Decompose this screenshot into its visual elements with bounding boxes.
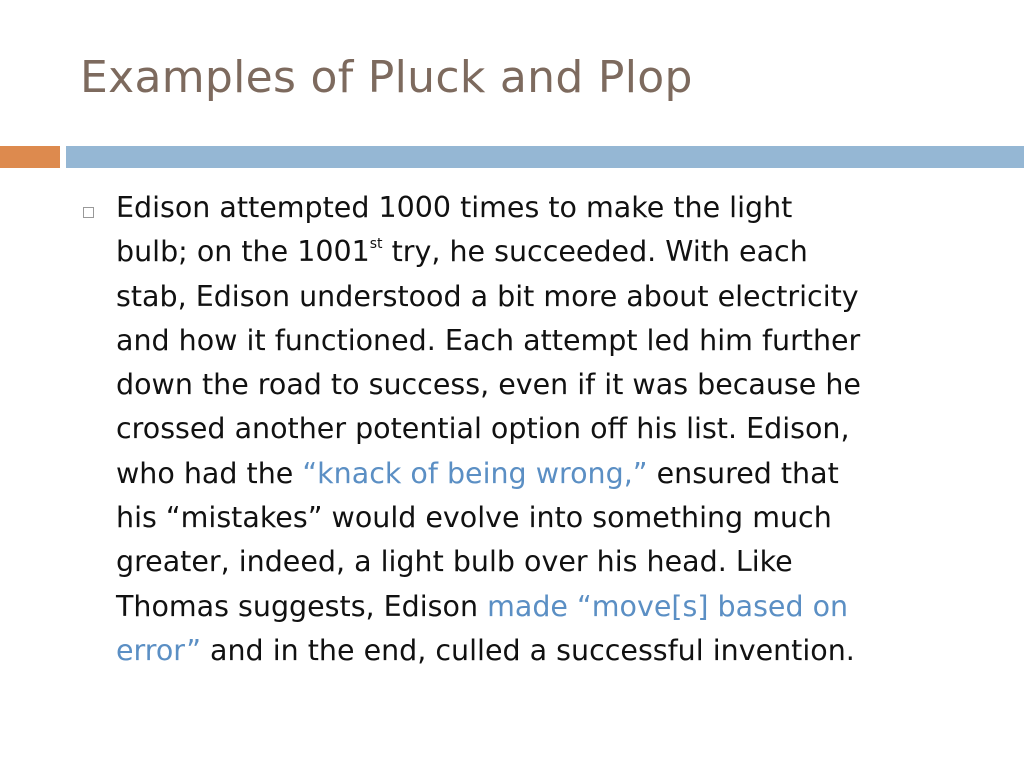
text-run: down the road to success, even if it was because he (116, 368, 861, 402)
text-run: and how it functioned. Each attempt led him further (116, 323, 861, 357)
text-run: ensured that (647, 456, 839, 490)
paragraph-line (116, 452, 976, 496)
paragraph-line (116, 363, 976, 407)
paragraph-line (116, 629, 976, 673)
highlighted-quote: “knack of being wrong,” (302, 456, 648, 490)
text-run: who had the (116, 456, 303, 490)
text-run: Edison attempted 1000 times to make the light (116, 191, 793, 224)
text-run: crossed another potential option off his list. Edison, (116, 412, 850, 446)
text-run: try, he succeeded. With each (382, 235, 808, 269)
text-run: Thomas suggests, Edison (116, 589, 488, 623)
divider-bar-orange (0, 146, 60, 168)
highlighted-quote: made “move[s] based on (487, 589, 849, 623)
text-run: his “mistakes” would evolve into something much (116, 501, 832, 535)
paragraph-line (116, 407, 976, 451)
paragraph-line (116, 585, 976, 629)
text-run: and in the end, culled a successful invention. (200, 633, 855, 667)
text-run: greater, indeed, a light bulb over his head. Like (116, 545, 793, 579)
ordinal-superscript: st (369, 236, 383, 253)
paragraph-line (116, 186, 976, 230)
paragraph-line (116, 319, 976, 363)
text-run: stab, Edison understood a bit more about electricity (116, 279, 859, 313)
paragraph-line (116, 275, 976, 319)
divider-bar-blue (66, 146, 1024, 168)
bullet-paragraph (116, 186, 976, 673)
paragraph-line (116, 496, 976, 540)
slide-title: Examples of Pluck and Plop (80, 52, 693, 103)
text-run: bulb; on the 1001 (116, 235, 370, 269)
paragraph-line (116, 540, 976, 584)
highlighted-quote: error” (116, 633, 201, 667)
square-bullet-icon (83, 207, 94, 218)
paragraph-line (116, 230, 976, 274)
